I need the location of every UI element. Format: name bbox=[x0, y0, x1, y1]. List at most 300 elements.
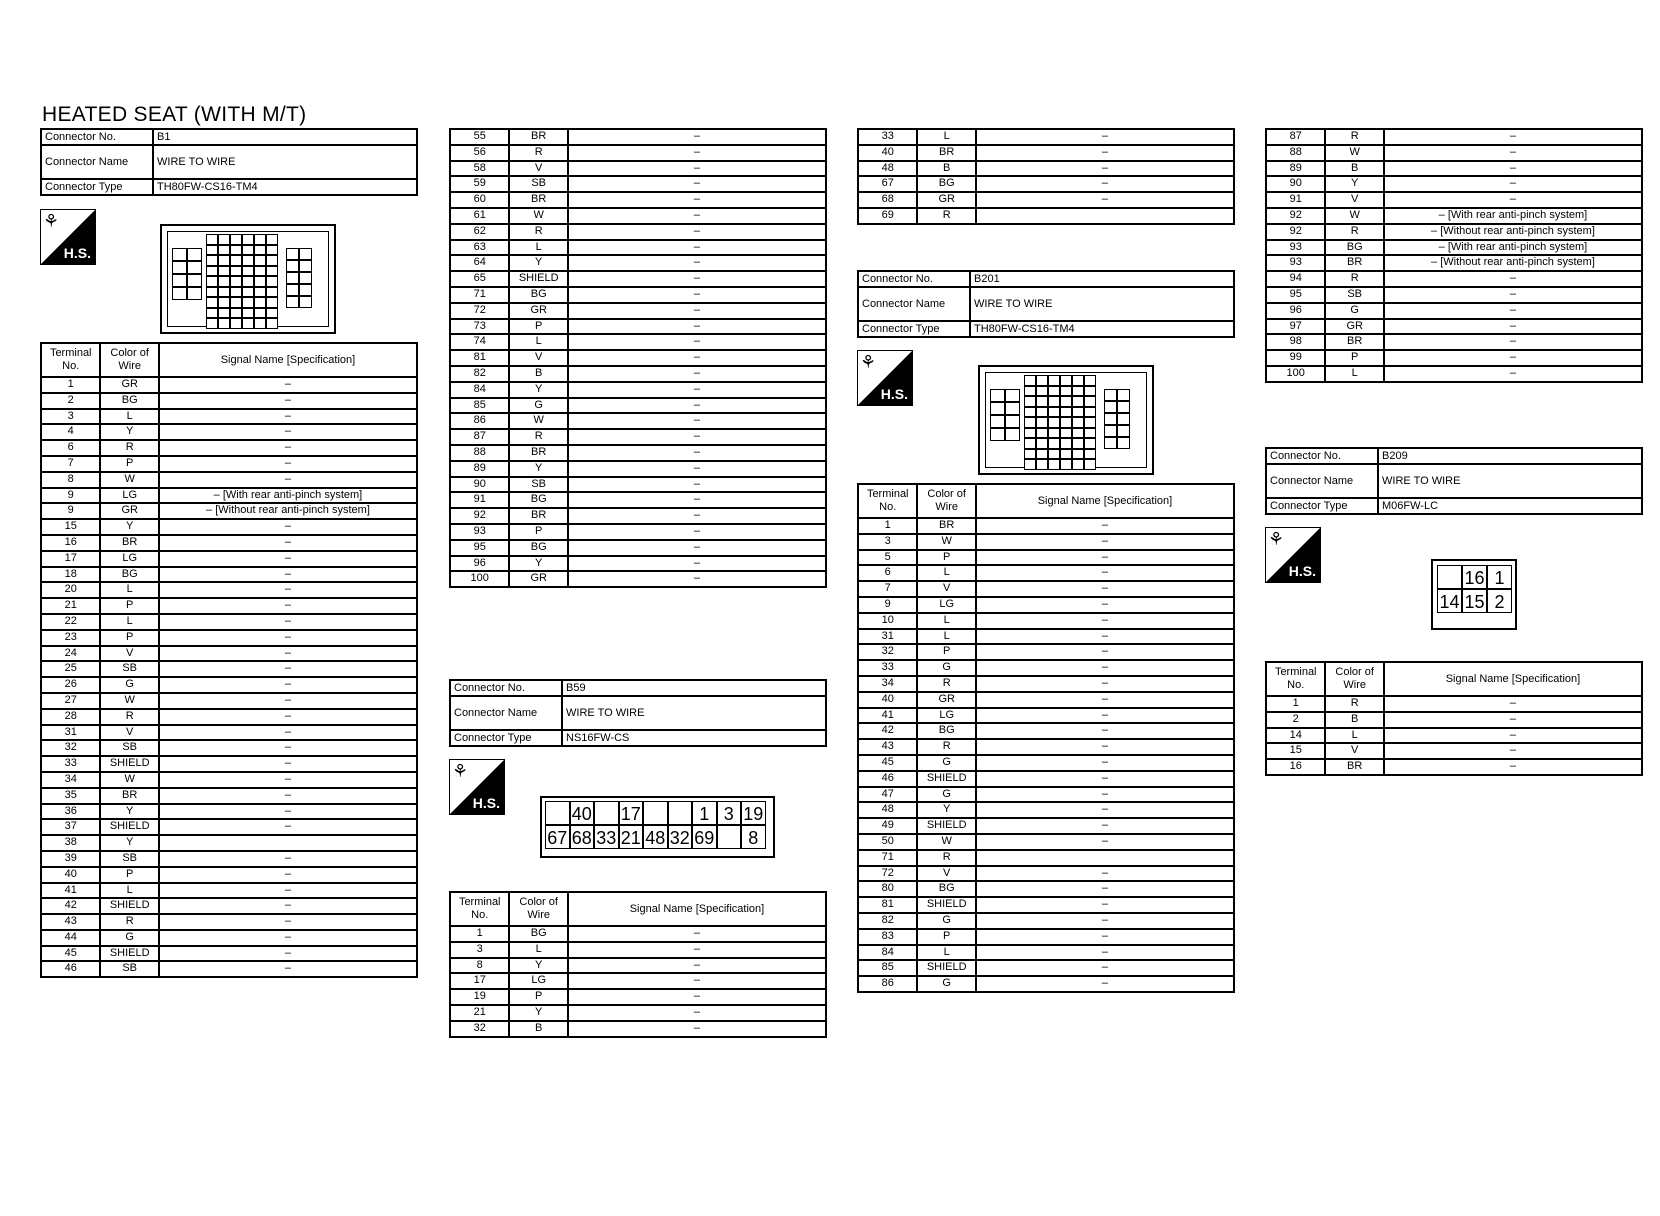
signal-name: – bbox=[159, 393, 417, 409]
table-row bbox=[858, 787, 1234, 803]
terminal-no: 34 bbox=[41, 772, 100, 788]
signal-name: – bbox=[1384, 271, 1642, 287]
b201-name: WIRE TO WIRE bbox=[970, 287, 1234, 321]
table-row bbox=[450, 334, 826, 350]
connector-cavity bbox=[172, 248, 187, 261]
wire-color: BR bbox=[1325, 255, 1383, 271]
table-row bbox=[1266, 224, 1642, 240]
table-row bbox=[1266, 743, 1642, 759]
wire-color: G bbox=[917, 976, 975, 992]
table-row bbox=[858, 550, 1234, 566]
wire-color: R bbox=[509, 224, 567, 240]
b201-info-table bbox=[857, 270, 1235, 338]
table-row bbox=[41, 835, 417, 851]
harness-icon: ⚘ bbox=[860, 352, 877, 372]
wire-color: LG bbox=[917, 708, 975, 724]
b1-name: WIRE TO WIRE bbox=[153, 145, 417, 179]
wire-color: L bbox=[917, 613, 975, 629]
connector-cavity bbox=[206, 318, 218, 329]
signal-name: – bbox=[568, 429, 826, 445]
terminal-no: 23 bbox=[41, 630, 100, 646]
table-row bbox=[450, 926, 826, 942]
connector-pin: 15 bbox=[1462, 589, 1487, 613]
wire-color: R bbox=[1325, 224, 1383, 240]
signal-name: – [With rear anti-pinch system] bbox=[159, 488, 417, 504]
signal-name: – bbox=[568, 445, 826, 461]
label-connector-name: Connector Name bbox=[858, 287, 970, 321]
terminal-no: 46 bbox=[41, 961, 100, 977]
table-row bbox=[450, 129, 826, 145]
connector-cavity bbox=[206, 297, 218, 308]
connector-cavity bbox=[230, 234, 242, 245]
terminal-no: 89 bbox=[1266, 161, 1325, 177]
signal-name: – bbox=[568, 240, 826, 256]
terminal-no: 47 bbox=[858, 787, 917, 803]
terminal-no: 9 bbox=[41, 503, 100, 519]
table-row bbox=[450, 973, 826, 989]
terminal-no: 59 bbox=[450, 176, 509, 192]
b209-no: B209 bbox=[1378, 448, 1642, 464]
signal-name: – bbox=[159, 582, 417, 598]
signal-name: – bbox=[976, 929, 1234, 945]
b209-type: M06FW-LC bbox=[1378, 498, 1642, 514]
terminal-no: 81 bbox=[858, 897, 917, 913]
signal-name: – bbox=[568, 571, 826, 587]
wire-color: Y bbox=[509, 958, 567, 974]
table-row bbox=[858, 739, 1234, 755]
table-row bbox=[858, 176, 1234, 192]
connector-cavity bbox=[1117, 413, 1130, 425]
terminal-no: 1 bbox=[858, 518, 917, 534]
wire-color: GR bbox=[100, 503, 158, 519]
signal-name: – bbox=[976, 771, 1234, 787]
wire-color: P bbox=[509, 989, 567, 1005]
signal-name: – bbox=[976, 161, 1234, 177]
terminal-no: 80 bbox=[858, 881, 917, 897]
wire-color: LG bbox=[100, 551, 158, 567]
signal-name: – bbox=[159, 661, 417, 677]
signal-name: – bbox=[1384, 366, 1642, 382]
connector-cavity bbox=[1072, 407, 1084, 418]
hs-icon: ⚘ H.S. bbox=[40, 209, 96, 265]
table-row bbox=[1266, 240, 1642, 256]
terminal-no: 91 bbox=[450, 492, 509, 508]
wire-color: BR bbox=[509, 129, 567, 145]
connector-cavity bbox=[1084, 396, 1096, 407]
connector-cavity bbox=[1072, 438, 1084, 449]
connector-cavity bbox=[242, 297, 254, 308]
wire-color: G bbox=[917, 660, 975, 676]
table-row bbox=[858, 723, 1234, 739]
connector-cavity bbox=[230, 308, 242, 319]
signal-name: – bbox=[976, 518, 1234, 534]
connector-cavity bbox=[1024, 375, 1036, 386]
table-row bbox=[858, 629, 1234, 645]
connector-pin: 14 bbox=[1437, 589, 1462, 613]
signal-name: – bbox=[159, 598, 417, 614]
terminal-no: 72 bbox=[858, 866, 917, 882]
terminal-no: 21 bbox=[41, 598, 100, 614]
signal-name: – bbox=[568, 192, 826, 208]
b201-cont-table bbox=[1265, 128, 1643, 383]
wire-color: Y bbox=[509, 255, 567, 271]
label-connector-type: Connector Type bbox=[858, 321, 970, 337]
table-row bbox=[41, 677, 417, 693]
wire-color: V bbox=[509, 161, 567, 177]
wire-color: R bbox=[1325, 129, 1383, 145]
terminal-no: 90 bbox=[1266, 176, 1325, 192]
connector-cavity bbox=[1036, 407, 1048, 418]
table-row bbox=[41, 503, 417, 519]
terminal-no: 5 bbox=[858, 550, 917, 566]
wire-color: BG bbox=[100, 393, 158, 409]
connector-pin: 19 bbox=[741, 801, 766, 825]
signal-name: – bbox=[159, 930, 417, 946]
signal-name: – bbox=[568, 461, 826, 477]
table-row bbox=[858, 755, 1234, 771]
table-row bbox=[858, 802, 1234, 818]
table-row bbox=[450, 224, 826, 240]
terminal-no: 69 bbox=[858, 208, 917, 224]
table-row bbox=[41, 819, 417, 835]
wire-color: L bbox=[1325, 366, 1383, 382]
connector-cavity bbox=[206, 276, 218, 287]
signal-name: – bbox=[159, 646, 417, 662]
connector-cavity bbox=[187, 274, 202, 287]
wire-color: SB bbox=[100, 851, 158, 867]
table-row bbox=[1266, 334, 1642, 350]
signal-name: – bbox=[568, 413, 826, 429]
wire-color: V bbox=[509, 350, 567, 366]
signal-name: – [With rear anti-pinch system] bbox=[1384, 240, 1642, 256]
terminal-no: 42 bbox=[858, 723, 917, 739]
terminal-no: 93 bbox=[450, 524, 509, 540]
b59-terminal-table: Terminal No. Color of Wire Signal Name [Specification] 1 BG – 3 L – 8 Y – 17 LG – 19 P – 21 Y – 32 B – bbox=[449, 891, 827, 1038]
connector-cavity bbox=[1024, 428, 1036, 439]
table-row bbox=[41, 772, 417, 788]
signal-name: – bbox=[159, 440, 417, 456]
table-row bbox=[450, 240, 826, 256]
table-row bbox=[858, 161, 1234, 177]
table-row bbox=[41, 709, 417, 725]
connector-cavity bbox=[218, 245, 230, 256]
label-connector-type: Connector Type bbox=[41, 179, 153, 195]
signal-name: – bbox=[159, 898, 417, 914]
terminal-no: 16 bbox=[41, 535, 100, 551]
connector-cavity bbox=[1048, 459, 1060, 470]
connector-cavity bbox=[218, 255, 230, 266]
signal-name: – bbox=[568, 508, 826, 524]
connector-cavity bbox=[299, 296, 312, 308]
terminal-no: 48 bbox=[858, 802, 917, 818]
signal-name: – bbox=[159, 693, 417, 709]
signal-name: – bbox=[976, 129, 1234, 145]
connector-pin: 1 bbox=[1487, 565, 1512, 589]
terminal-no: 42 bbox=[41, 898, 100, 914]
connector-cavity bbox=[218, 297, 230, 308]
connector-cavity bbox=[1060, 438, 1072, 449]
wire-color: V bbox=[100, 725, 158, 741]
terminal-no: 86 bbox=[858, 976, 917, 992]
b59-connector-diagram bbox=[540, 796, 775, 858]
terminal-no: 56 bbox=[450, 145, 509, 161]
connector-cavity bbox=[242, 287, 254, 298]
table-row bbox=[450, 145, 826, 161]
wire-color: Y bbox=[100, 804, 158, 820]
table-row bbox=[41, 488, 417, 504]
terminal-no: 36 bbox=[41, 804, 100, 820]
signal-name bbox=[976, 850, 1234, 866]
connector-cavity bbox=[1024, 449, 1036, 460]
connector-pin: 33 bbox=[594, 825, 619, 849]
terminal-no: 46 bbox=[858, 771, 917, 787]
connector-pin bbox=[668, 801, 693, 825]
table-row bbox=[858, 129, 1234, 145]
wire-color: SB bbox=[100, 661, 158, 677]
connector-cavity bbox=[206, 287, 218, 298]
b201-type: TH80FW-CS16-TM4 bbox=[970, 321, 1234, 337]
table-row bbox=[450, 161, 826, 177]
table-row bbox=[1266, 271, 1642, 287]
wire-color: B bbox=[917, 161, 975, 177]
table-row bbox=[1266, 129, 1642, 145]
signal-name: – bbox=[159, 883, 417, 899]
connector-cavity bbox=[1048, 449, 1060, 460]
wire-color: SB bbox=[100, 961, 158, 977]
connector-cavity bbox=[1084, 459, 1096, 470]
wire-color: W bbox=[100, 693, 158, 709]
connector-cavity bbox=[266, 255, 278, 266]
table-row bbox=[450, 192, 826, 208]
connector-cavity bbox=[230, 276, 242, 287]
b59-name: WIRE TO WIRE bbox=[562, 696, 826, 730]
terminal-no: 17 bbox=[41, 551, 100, 567]
terminal-no: 16 bbox=[1266, 759, 1325, 775]
terminal-no: 21 bbox=[450, 1005, 509, 1021]
wire-color: V bbox=[100, 646, 158, 662]
terminal-no: 100 bbox=[450, 571, 509, 587]
label-connector-name: Connector Name bbox=[41, 145, 153, 179]
terminal-no: 82 bbox=[858, 913, 917, 929]
table-row bbox=[450, 176, 826, 192]
wire-color: BG bbox=[917, 176, 975, 192]
b1-no: B1 bbox=[153, 129, 417, 145]
signal-name: – bbox=[568, 926, 826, 942]
signal-name: – bbox=[568, 398, 826, 414]
connector-cavity bbox=[1060, 407, 1072, 418]
table-row bbox=[450, 508, 826, 524]
signal-name: – bbox=[159, 614, 417, 630]
wire-color: V bbox=[1325, 743, 1383, 759]
wire-color: BG bbox=[917, 723, 975, 739]
connector-cavity bbox=[187, 248, 202, 261]
table-row bbox=[41, 961, 417, 977]
connector-cavity bbox=[1104, 437, 1117, 449]
table-row bbox=[41, 377, 417, 393]
wire-color: Y bbox=[509, 1005, 567, 1021]
connector-cavity bbox=[254, 287, 266, 298]
connector-cavity bbox=[990, 402, 1005, 415]
table-row bbox=[858, 881, 1234, 897]
table-row bbox=[858, 850, 1234, 866]
connector-cavity bbox=[1104, 413, 1117, 425]
terminal-no: 14 bbox=[1266, 728, 1325, 744]
terminal-no: 48 bbox=[858, 161, 917, 177]
connector-cavity bbox=[1048, 386, 1060, 397]
signal-name: – bbox=[159, 424, 417, 440]
connector-cavity bbox=[1117, 401, 1130, 413]
table-row bbox=[41, 582, 417, 598]
table-row bbox=[41, 535, 417, 551]
table-row bbox=[858, 534, 1234, 550]
wire-color: R bbox=[917, 739, 975, 755]
table-row bbox=[450, 413, 826, 429]
connector-cavity bbox=[286, 296, 299, 308]
terminal-no: 55 bbox=[450, 129, 509, 145]
terminal-no: 74 bbox=[450, 334, 509, 350]
wire-color: P bbox=[917, 929, 975, 945]
table-row bbox=[858, 676, 1234, 692]
signal-name: – bbox=[159, 551, 417, 567]
wire-color: SHIELD bbox=[100, 946, 158, 962]
terminal-no: 83 bbox=[858, 929, 917, 945]
table-row bbox=[858, 145, 1234, 161]
terminal-no: 31 bbox=[858, 629, 917, 645]
terminal-no: 2 bbox=[1266, 712, 1325, 728]
signal-name: – bbox=[568, 224, 826, 240]
terminal-no: 73 bbox=[450, 319, 509, 335]
table-row bbox=[41, 614, 417, 630]
table-row bbox=[858, 581, 1234, 597]
connector-cavity bbox=[286, 248, 299, 260]
signal-name: – bbox=[568, 989, 826, 1005]
connector-pin: 3 bbox=[717, 801, 742, 825]
wire-color: SB bbox=[509, 477, 567, 493]
terminal-no: 27 bbox=[41, 693, 100, 709]
wire-color: G bbox=[917, 755, 975, 771]
wire-color: BR bbox=[509, 445, 567, 461]
table-row bbox=[41, 661, 417, 677]
connector-cavity bbox=[1104, 389, 1117, 401]
table-row bbox=[41, 519, 417, 535]
terminal-no: 24 bbox=[41, 646, 100, 662]
wire-color: G bbox=[1325, 303, 1383, 319]
connector-cavity bbox=[218, 234, 230, 245]
table-row bbox=[1266, 319, 1642, 335]
signal-name: – bbox=[159, 409, 417, 425]
connector-cavity bbox=[1036, 417, 1048, 428]
wire-color: L bbox=[100, 409, 158, 425]
connector-pin: 16 bbox=[1462, 565, 1487, 589]
table-row bbox=[858, 208, 1234, 224]
table-row bbox=[858, 866, 1234, 882]
signal-name: – bbox=[1384, 192, 1642, 208]
table-row bbox=[450, 524, 826, 540]
table-row bbox=[450, 1021, 826, 1037]
terminal-no: 33 bbox=[41, 756, 100, 772]
connector-pin bbox=[594, 801, 619, 825]
label-connector-type: Connector Type bbox=[1266, 498, 1378, 514]
table-row bbox=[1266, 176, 1642, 192]
table-row bbox=[450, 350, 826, 366]
wire-color: Y bbox=[509, 556, 567, 572]
connector-cavity bbox=[1005, 389, 1020, 402]
signal-name: – bbox=[159, 677, 417, 693]
signal-name: – bbox=[1384, 350, 1642, 366]
connector-cavity bbox=[218, 287, 230, 298]
connector-cavity bbox=[990, 428, 1005, 441]
b209-terminal-table: Terminal No. Color of Wire Signal Name [Specification] 1 R – 2 B – 14 L – 15 V – 16 BR – bbox=[1265, 661, 1643, 776]
connector-cavity bbox=[1036, 375, 1048, 386]
wire-color: R bbox=[917, 676, 975, 692]
connector-cavity bbox=[1024, 396, 1036, 407]
wire-color: LG bbox=[509, 973, 567, 989]
connector-cavity bbox=[1072, 386, 1084, 397]
signal-name: – bbox=[568, 492, 826, 508]
table-row bbox=[41, 756, 417, 772]
wire-color: L bbox=[100, 883, 158, 899]
signal-name: – bbox=[568, 319, 826, 335]
table-row bbox=[858, 708, 1234, 724]
terminal-no: 9 bbox=[858, 597, 917, 613]
table-row bbox=[41, 930, 417, 946]
wire-color: L bbox=[100, 582, 158, 598]
wire-color: L bbox=[917, 629, 975, 645]
connector-pin bbox=[545, 801, 570, 825]
connector-cavity bbox=[242, 318, 254, 329]
wire-color: B bbox=[509, 366, 567, 382]
connector-cavity bbox=[1104, 401, 1117, 413]
connector-cavity bbox=[172, 287, 187, 300]
terminal-no: 97 bbox=[1266, 319, 1325, 335]
wire-color: G bbox=[917, 913, 975, 929]
signal-name: – bbox=[976, 550, 1234, 566]
terminal-no: 43 bbox=[41, 914, 100, 930]
terminal-no: 65 bbox=[450, 271, 509, 287]
signal-name: – bbox=[976, 834, 1234, 850]
wire-color: B bbox=[509, 1021, 567, 1037]
table-row bbox=[1266, 161, 1642, 177]
table-row bbox=[858, 192, 1234, 208]
wire-color: R bbox=[917, 208, 975, 224]
terminal-no: 33 bbox=[858, 660, 917, 676]
signal-name: – bbox=[568, 942, 826, 958]
connector-cavity bbox=[266, 297, 278, 308]
wire-color: G bbox=[509, 398, 567, 414]
signal-name: – bbox=[976, 708, 1234, 724]
table-row bbox=[450, 1005, 826, 1021]
terminal-no: 72 bbox=[450, 303, 509, 319]
table-row bbox=[1266, 759, 1642, 775]
wire-color: W bbox=[100, 772, 158, 788]
terminal-no: 93 bbox=[1266, 240, 1325, 256]
connector-cavity bbox=[1072, 428, 1084, 439]
signal-name: – bbox=[568, 1021, 826, 1037]
connector-cavity bbox=[1036, 449, 1048, 460]
wire-color: W bbox=[1325, 145, 1383, 161]
terminal-no: 87 bbox=[450, 429, 509, 445]
terminal-no: 15 bbox=[41, 519, 100, 535]
table-row bbox=[41, 740, 417, 756]
wire-color: R bbox=[917, 850, 975, 866]
wire-color: R bbox=[509, 145, 567, 161]
table-row bbox=[1266, 712, 1642, 728]
wire-color: B bbox=[1325, 712, 1383, 728]
table-row bbox=[41, 551, 417, 567]
table-row bbox=[41, 424, 417, 440]
b59-info-table bbox=[449, 679, 827, 747]
terminal-no: 63 bbox=[450, 240, 509, 256]
